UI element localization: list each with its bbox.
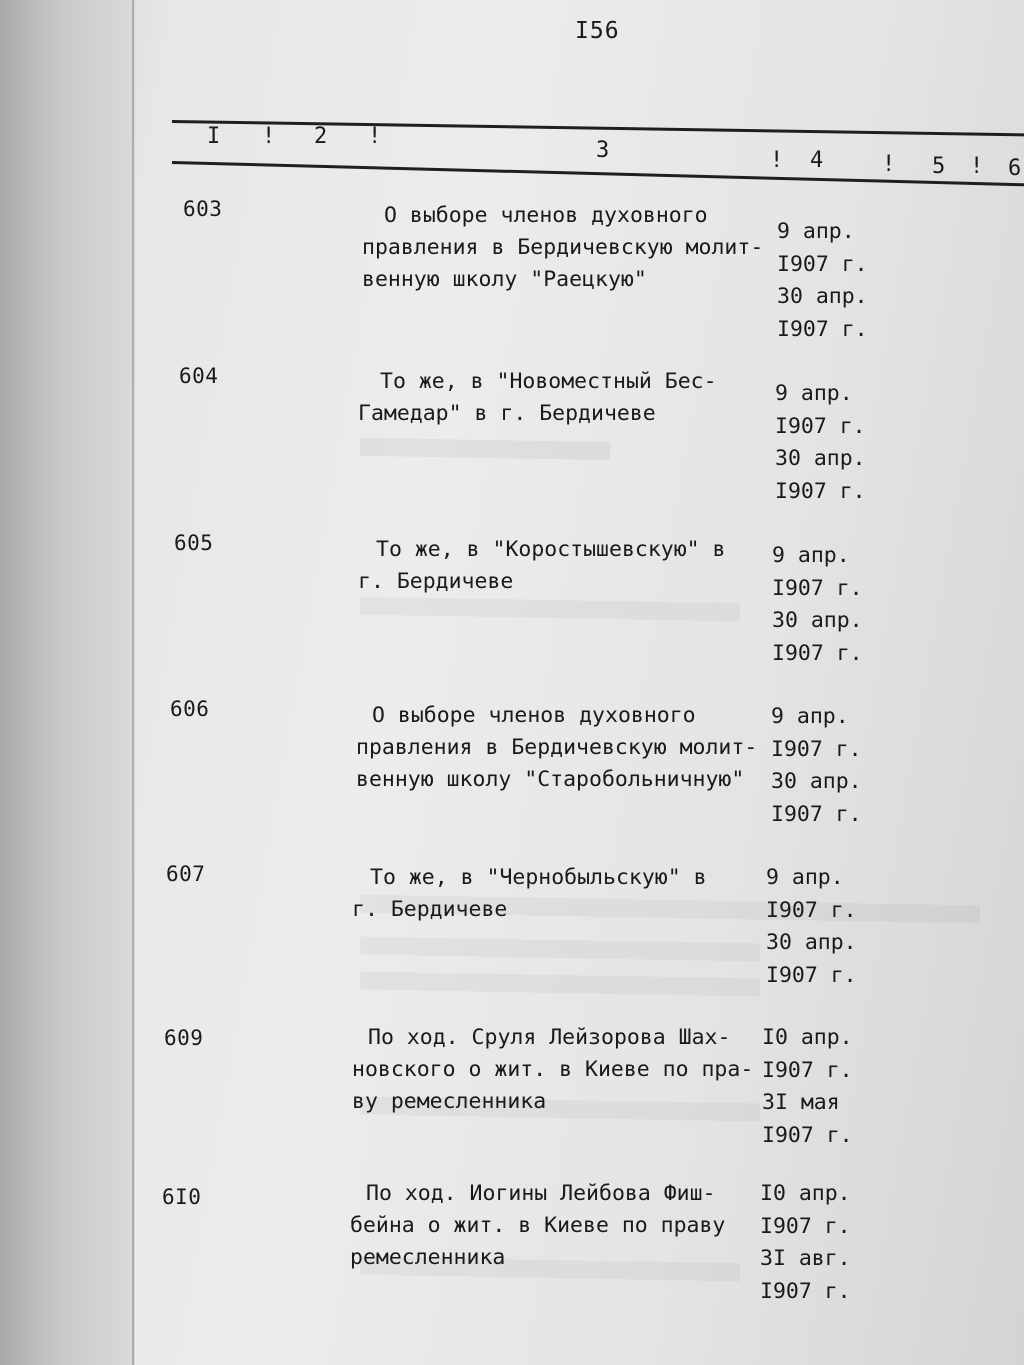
column-separator: !: [770, 148, 784, 173]
column-header-6: 6: [1008, 156, 1022, 181]
entry-number: 604: [179, 364, 219, 388]
entry-dates: [766, 862, 876, 992]
column-header-1: I: [207, 124, 221, 149]
page-fold-line: [132, 0, 134, 1365]
date-end-day: 30 апр.: [775, 446, 866, 471]
date-end-day: 30 апр.: [766, 930, 857, 955]
date-end-day: 3I авг.: [760, 1246, 851, 1271]
entry-description: [356, 700, 786, 796]
date-end-year: I907 г.: [777, 316, 868, 342]
entry-description: [350, 1178, 780, 1274]
description-line: ремесленника: [350, 1245, 506, 1270]
entry-dates: [760, 1178, 870, 1308]
entry-description: [358, 366, 788, 430]
description-line: новского о жит. в Киеве по пра-: [352, 1057, 754, 1082]
column-separator: !: [368, 124, 382, 149]
date-start-day: I0 апр.: [760, 1181, 851, 1206]
entry-description: [358, 534, 788, 598]
entry-number: 606: [170, 697, 210, 721]
column-separator: !: [882, 152, 896, 177]
date-start-year: I907 г.: [772, 575, 863, 601]
column-header-2: 2: [314, 124, 328, 149]
entry-dates: [772, 540, 882, 670]
page-number: I56: [575, 18, 620, 44]
column-separator: !: [970, 154, 984, 179]
description-line: г. Бердичеве: [358, 569, 514, 594]
date-start-year: I907 г.: [777, 251, 868, 277]
entry-description: [362, 200, 792, 296]
date-start-year: I907 г.: [762, 1057, 853, 1083]
date-start-day: 9 апр.: [771, 704, 849, 729]
date-end-day: 30 апр.: [772, 608, 863, 633]
date-start-day: 9 апр.: [766, 865, 844, 890]
date-end-year: I907 г.: [775, 478, 866, 504]
description-line: По ход. Сруля Лейзорова Шах-: [368, 1025, 731, 1050]
date-end-day: 30 апр.: [771, 769, 862, 794]
description-line: ву ремесленника: [352, 1089, 547, 1114]
date-start-day: 9 апр.: [777, 219, 855, 244]
header-rule-top: [172, 120, 1024, 137]
date-start-year: I907 г.: [766, 897, 857, 923]
description-line: Гамедар" в г. Бердичеве: [358, 401, 656, 426]
entry-number: 603: [183, 197, 223, 221]
date-end-year: I907 г.: [772, 640, 863, 666]
description-line: По ход. Иогины Лейбова Фиш-: [366, 1181, 716, 1206]
entry-dates: [771, 701, 881, 831]
description-line: правления в Бердичевскую молит-: [362, 235, 764, 260]
description-line: венную школу "Раецкую": [362, 267, 647, 292]
column-header-4: 4: [810, 148, 824, 173]
date-start-day: 9 апр.: [775, 381, 853, 406]
description-line: венную школу "Старобольничную": [356, 767, 745, 792]
date-end-year: I907 г.: [766, 962, 857, 988]
entry-number: 609: [164, 1026, 204, 1050]
description-line: То же, в "Новоместный Бес-: [380, 369, 717, 394]
description-line: бейна о жит. в Киеве по праву: [350, 1213, 726, 1238]
date-end-year: I907 г.: [762, 1122, 853, 1148]
description-line: правления в Бердичевскую молит-: [356, 735, 758, 760]
date-start-year: I907 г.: [775, 413, 866, 439]
description-line: О выборе членов духовного: [372, 703, 696, 728]
entry-dates: [777, 216, 887, 346]
binding-gutter: [0, 0, 135, 1365]
date-start-year: I907 г.: [760, 1213, 851, 1239]
date-end-day: 30 апр.: [777, 284, 868, 309]
entry-number: 607: [166, 862, 206, 886]
description-line: То же, в "Чернобыльскую" в: [370, 865, 707, 890]
column-separator: !: [262, 124, 276, 149]
entry-description: [352, 862, 782, 926]
entry-number: 605: [174, 531, 214, 555]
date-start-day: 9 апр.: [772, 543, 850, 568]
date-end-year: I907 г.: [760, 1278, 851, 1304]
entry-description: [352, 1022, 782, 1118]
description-line: г. Бердичеве: [352, 897, 508, 922]
entry-dates: [775, 378, 885, 508]
header-rule-bottom: [172, 161, 1024, 187]
date-start-day: I0 апр.: [762, 1025, 853, 1050]
date-start-year: I907 г.: [771, 736, 862, 762]
entry-dates: [762, 1022, 872, 1152]
date-end-day: 3I мая: [762, 1090, 840, 1115]
column-header-5: 5: [932, 154, 946, 179]
description-line: О выборе членов духовного: [384, 203, 708, 228]
description-line: То же, в "Коростышевскую" в: [376, 537, 726, 562]
entry-number: 6I0: [162, 1185, 202, 1209]
date-end-year: I907 г.: [771, 801, 862, 827]
column-header-3: 3: [596, 138, 610, 163]
